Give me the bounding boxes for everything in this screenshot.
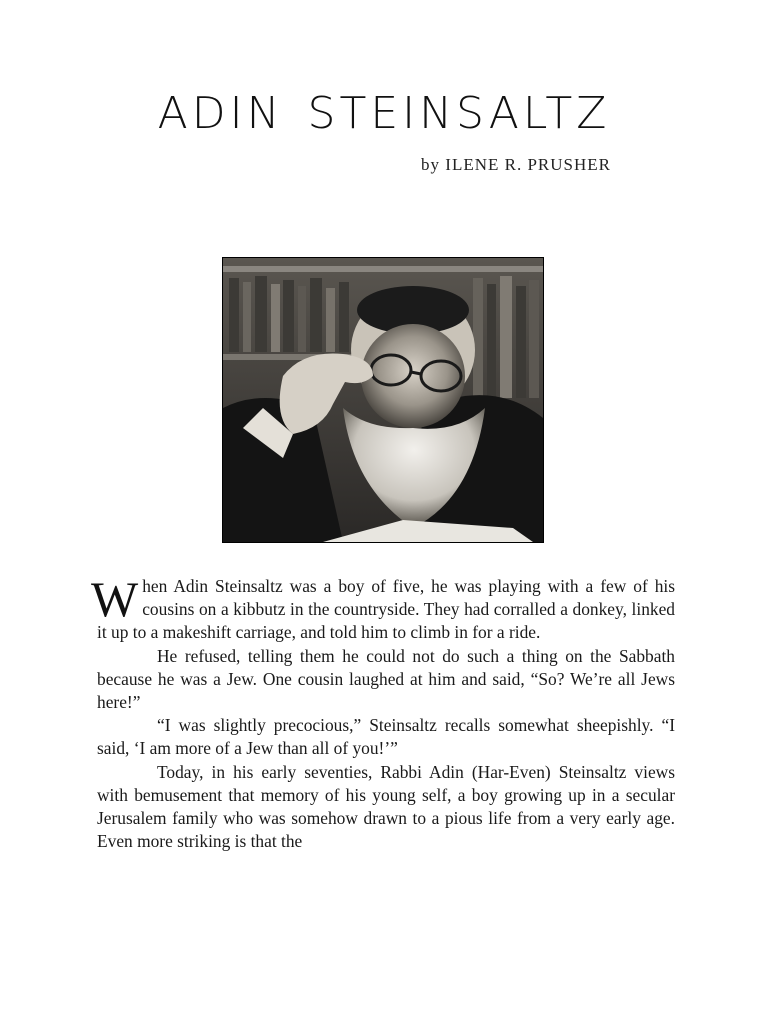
portrait-photo xyxy=(222,257,544,543)
article-title: ADIN STEINSALTZ xyxy=(157,88,611,139)
paragraph-2: He refused, telling them he could not do such a thing on the Sabbath because he was a Jew. One cousin laughed at him and said, “So? We’re all Jews here!” xyxy=(97,645,675,713)
drop-cap: W xyxy=(91,571,139,627)
article-byline: by ILENE R. PRUSHER xyxy=(421,155,611,174)
article-body xyxy=(91,571,675,853)
paragraph-3: “I was slightly precocious,” Steinsaltz recalls somewhat sheepishly. “I said, ‘I am more of a Jew than all of you!’” xyxy=(97,715,675,759)
paragraph-1 xyxy=(91,571,675,645)
paragraph-4: Today, in his early seventies, Rabbi Adin (Har-Even) Steinsaltz views with bemusement that memory of his young self, a boy growing up in a secular Jerusalem family who was somehow drawn to a pious life from a very early age. Even more striking is that the xyxy=(97,761,675,852)
paragraph-1-text: hen Adin Steinsaltz was a boy of five, he was playing with a few of his cousins on a kibbutz in the countryside. They had corralled a donkey, linked it up to a makeshift carriage, and told him to climb in for a ride. xyxy=(97,576,675,643)
